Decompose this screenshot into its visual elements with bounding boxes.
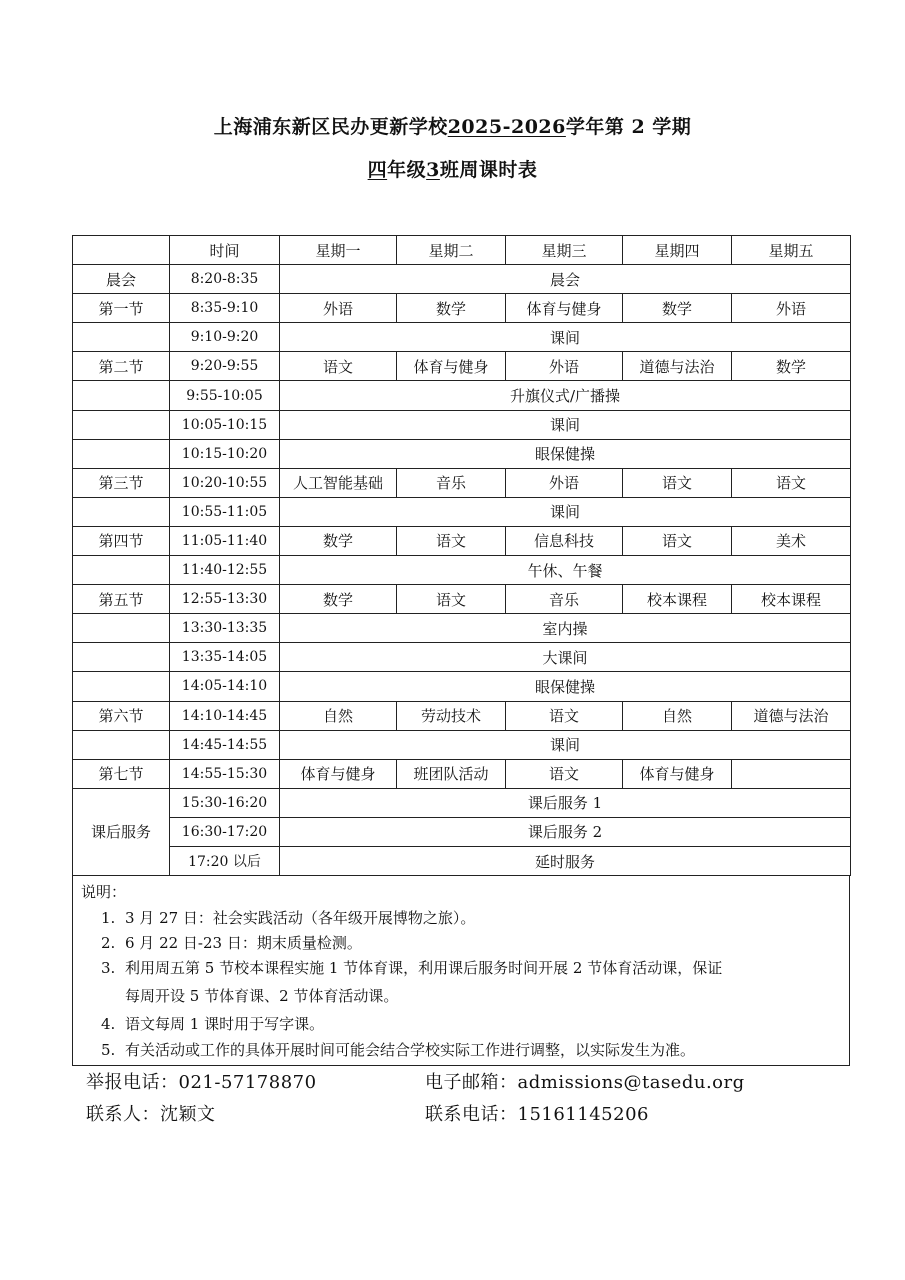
- subject-cell: 道德与法治: [623, 352, 732, 381]
- merged-activity-cell: 课后服务 2: [280, 817, 851, 846]
- merged-activity-cell: 课间: [280, 497, 851, 526]
- subject-cell: 语文: [732, 468, 851, 497]
- time-cell: 9:10-9:20: [170, 323, 280, 352]
- time-cell: 11:40-12:55: [170, 556, 280, 585]
- school-year: 2025-2026: [447, 116, 566, 138]
- subject-cell: [732, 759, 851, 788]
- table-row: [73, 556, 851, 585]
- subject-cell: 体育与健身: [623, 759, 732, 788]
- subject-cell: 外语: [506, 352, 623, 381]
- table-row: [73, 846, 851, 875]
- period-label: [73, 381, 170, 410]
- period-label: [73, 323, 170, 352]
- note-item: 1. 3 月 27 日：社会实践活动（各年级开展博物之旅）。: [101, 909, 476, 927]
- subject-cell: 劳动技术: [397, 701, 506, 730]
- after-school-label: 课后服务: [73, 788, 170, 875]
- subject-cell: 外语: [506, 468, 623, 497]
- merged-activity-cell: 课后服务 1: [280, 788, 851, 817]
- table-row: [73, 526, 851, 555]
- time-cell: 10:15-10:20: [170, 439, 280, 468]
- header-row: [73, 236, 851, 265]
- header-cell: 星期一: [280, 236, 397, 265]
- merged-activity-cell: 延时服务: [280, 846, 851, 875]
- table-row: [73, 730, 851, 759]
- time-cell: 8:35-9:10: [170, 294, 280, 323]
- subject-cell: 音乐: [506, 585, 623, 614]
- time-cell: 12:55-13:30: [170, 585, 280, 614]
- period-label: [73, 497, 170, 526]
- time-cell: 14:55-15:30: [170, 759, 280, 788]
- school-name: 上海浦东新区民办更新学校: [213, 116, 448, 138]
- merged-activity-cell: 课间: [280, 323, 851, 352]
- time-cell: 9:20-9:55: [170, 352, 280, 381]
- subject-cell: 人工智能基础: [280, 468, 397, 497]
- header-cell: 星期三: [506, 236, 623, 265]
- subject-cell: 外语: [280, 294, 397, 323]
- subject-cell: 语文: [623, 526, 732, 555]
- time-cell: 10:20-10:55: [170, 468, 280, 497]
- time-cell: 11:05-11:40: [170, 526, 280, 555]
- subject-cell: 数学: [397, 294, 506, 323]
- subject-cell: 数学: [623, 294, 732, 323]
- table-row: [73, 410, 851, 439]
- table-row: [73, 294, 851, 323]
- note-item: 3. 利用周五第 5 节校本课程实施 1 节体育课，利用课后服务时间开展 2 节体育活动课，保证 每周开设 5 节体育课、2 节体育活动课。: [101, 959, 723, 1005]
- period-label: [73, 672, 170, 701]
- period-label: [73, 410, 170, 439]
- subject-cell: 数学: [280, 526, 397, 555]
- subject-cell: 语文: [280, 352, 397, 381]
- subject-cell: 语文: [506, 701, 623, 730]
- subject-cell: 语文: [397, 585, 506, 614]
- subject-cell: 班团队活动: [397, 759, 506, 788]
- subject-cell: 信息科技: [506, 526, 623, 555]
- time-cell: 13:30-13:35: [170, 614, 280, 643]
- subject-cell: 数学: [280, 585, 397, 614]
- merged-activity-cell: 课间: [280, 410, 851, 439]
- merged-activity-cell: 晨会: [280, 265, 851, 294]
- time-cell: 10:55-11:05: [170, 497, 280, 526]
- table-row: [73, 585, 851, 614]
- header-cell: 时间: [170, 236, 280, 265]
- period-label: [73, 643, 170, 672]
- table-row: [73, 381, 851, 410]
- merged-activity-cell: 升旗仪式/广播操: [280, 381, 851, 410]
- table-row: [73, 817, 851, 846]
- notes-box: [72, 876, 850, 1066]
- time-cell: 14:45-14:55: [170, 730, 280, 759]
- period-label: [73, 730, 170, 759]
- period-label: 晨会: [73, 265, 170, 294]
- header-cell: 星期二: [397, 236, 506, 265]
- period-label: 第二节: [73, 352, 170, 381]
- subject-cell: 美术: [732, 526, 851, 555]
- subject-cell: 外语: [732, 294, 851, 323]
- time-cell: 9:55-10:05: [170, 381, 280, 410]
- merged-activity-cell: 课间: [280, 730, 851, 759]
- table-row: [73, 468, 851, 497]
- time-cell: 17:20 以后: [170, 846, 280, 875]
- class-number: 3: [426, 159, 440, 181]
- note-item: 5. 有关活动或工作的具体开展时间可能会结合学校实际工作进行调整，以实际发生为准。: [101, 1041, 696, 1059]
- table-row: [73, 788, 851, 817]
- time-cell: 16:30-17:20: [170, 817, 280, 846]
- subject-cell: 道德与法治: [732, 701, 851, 730]
- header-cell: 星期四: [623, 236, 732, 265]
- contact-person: 联系人：沈颖文: [86, 1104, 216, 1125]
- timetable: [72, 235, 851, 876]
- merged-activity-cell: 大课间: [280, 643, 851, 672]
- table-row: [73, 672, 851, 701]
- document-subtitle: 四年级3班周课时表: [367, 159, 538, 181]
- header-cell: 星期五: [732, 236, 851, 265]
- email: 电子邮箱：admissions@tasedu.org: [425, 1072, 745, 1093]
- subject-cell: 体育与健身: [397, 352, 506, 381]
- subject-cell: 校本课程: [732, 585, 851, 614]
- period-label: 第三节: [73, 468, 170, 497]
- table-row: [73, 439, 851, 468]
- subject-cell: 体育与健身: [506, 294, 623, 323]
- note-item: 2. 6 月 22 日-23 日：期末质量检测。: [101, 934, 362, 952]
- subject-cell: 自然: [623, 701, 732, 730]
- report-phone: 举报电话：021-57178870: [86, 1072, 317, 1093]
- table-row: [73, 759, 851, 788]
- table-row: [73, 614, 851, 643]
- merged-activity-cell: 午休、午餐: [280, 556, 851, 585]
- note-item: 4. 语文每周 1 课时用于写字课。: [101, 1015, 325, 1033]
- time-cell: 10:05-10:15: [170, 410, 280, 439]
- time-cell: 14:05-14:10: [170, 672, 280, 701]
- subject-cell: 语文: [623, 468, 732, 497]
- merged-activity-cell: 眼保健操: [280, 439, 851, 468]
- subject-cell: 校本课程: [623, 585, 732, 614]
- contact-phone: 联系电话：15161145206: [425, 1104, 649, 1125]
- table-row: [73, 643, 851, 672]
- period-label: [73, 439, 170, 468]
- header-cell: [73, 236, 170, 265]
- document-title: [0, 112, 905, 139]
- period-label: 第七节: [73, 759, 170, 788]
- period-label: 第六节: [73, 701, 170, 730]
- table-row: [73, 701, 851, 730]
- subject-cell: 语文: [397, 526, 506, 555]
- table-row: [73, 352, 851, 381]
- time-cell: 14:10-14:45: [170, 701, 280, 730]
- subject-cell: 自然: [280, 701, 397, 730]
- table-row: [73, 497, 851, 526]
- period-label: 第五节: [73, 585, 170, 614]
- period-label: [73, 556, 170, 585]
- subject-cell: 语文: [506, 759, 623, 788]
- table-row: [73, 323, 851, 352]
- period-label: [73, 614, 170, 643]
- time-cell: 13:35-14:05: [170, 643, 280, 672]
- period-label: 第四节: [73, 526, 170, 555]
- merged-activity-cell: 眼保健操: [280, 672, 851, 701]
- table-row: [73, 265, 851, 294]
- subject-cell: 数学: [732, 352, 851, 381]
- merged-activity-cell: 室内操: [280, 614, 851, 643]
- subject-cell: 音乐: [397, 468, 506, 497]
- time-cell: 15:30-16:20: [170, 788, 280, 817]
- time-cell: 8:20-8:35: [170, 265, 280, 294]
- period-label: 第一节: [73, 294, 170, 323]
- semester: 学年第 2 学期: [565, 116, 692, 138]
- subject-cell: 体育与健身: [280, 759, 397, 788]
- notes-heading: 说明：: [81, 883, 127, 901]
- grade: 四: [367, 159, 388, 181]
